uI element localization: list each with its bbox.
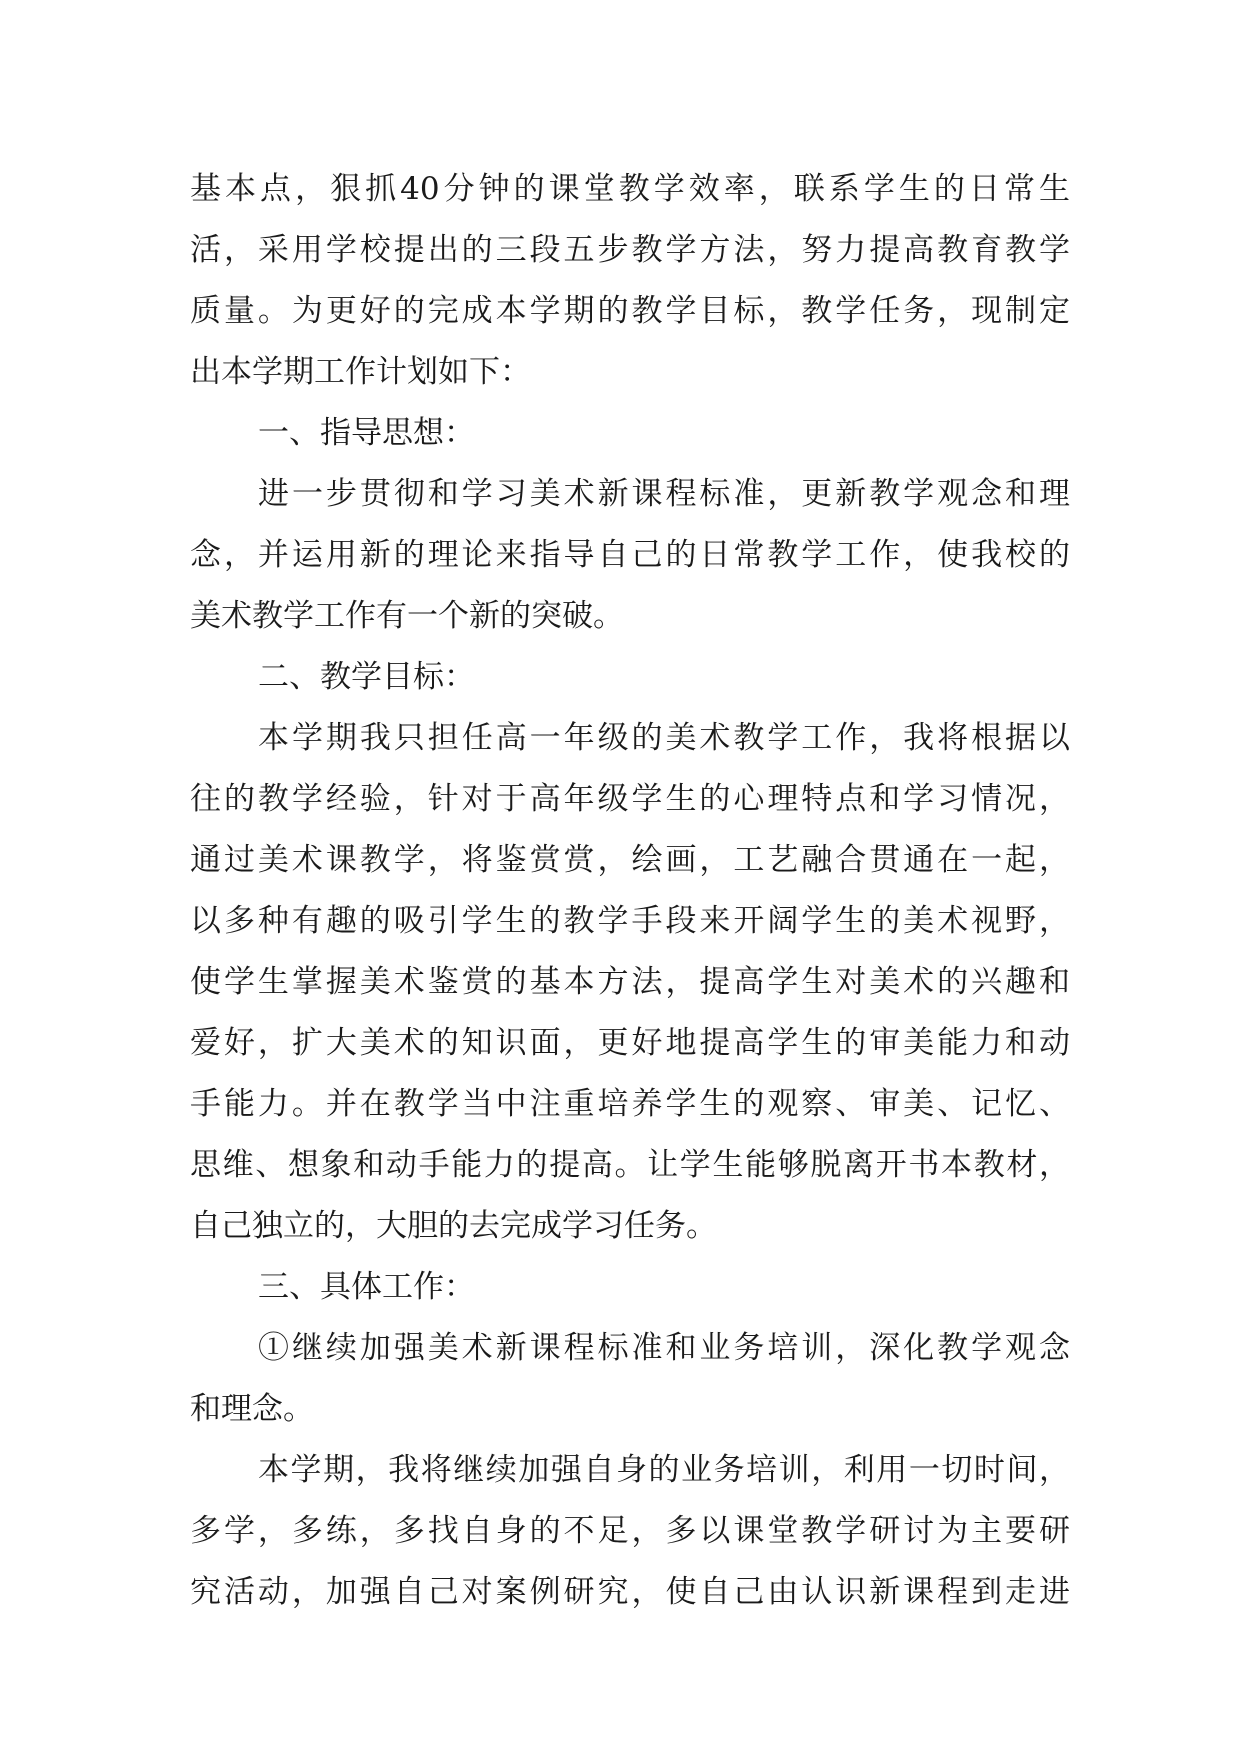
- text-line: 究活动，加强自己对案例研究，使自己由认识新课程到走进: [190, 1574, 1070, 1610]
- text-line: 本学期，我将继续加强自身的业务培训，利用一切时间，: [258, 1452, 1070, 1488]
- text-line: 本学期我只担任高一年级的美术教学工作，我将根据以: [258, 720, 1070, 756]
- text-line: 念，并运用新的理论来指导自己的日常教学工作，使我校的: [190, 537, 1070, 573]
- text-line: 多学，多练，多找自身的不足，多以课堂教学研讨为主要研: [190, 1513, 1070, 1549]
- text-line: 进一步贯彻和学习美术新课程标准，更新教学观念和理: [258, 476, 1070, 512]
- text-line: 一、指导思想：: [258, 415, 475, 451]
- text-line: 以多种有趣的吸引学生的教学手段来开阔学生的美术视野，: [190, 903, 1070, 939]
- text-line: 出本学期工作计划如下：: [190, 354, 531, 390]
- text-line: 二、教学目标：: [258, 659, 475, 695]
- text-line: 三、具体工作：: [258, 1269, 475, 1305]
- text-line: 手能力。并在教学当中注重培养学生的观察、审美、记忆、: [190, 1086, 1070, 1122]
- text-line: 思维、想象和动手能力的提高。让学生能够脱离开书本教材，: [190, 1147, 1070, 1183]
- text-line: 爱好，扩大美术的知识面，更好地提高学生的审美能力和动: [190, 1025, 1070, 1061]
- text-line: 活，采用学校提出的三段五步教学方法，努力提高教育教学: [190, 232, 1070, 268]
- text-line: 美术教学工作有一个新的突破。: [190, 598, 624, 634]
- text-line: 质量。为更好的完成本学期的教学目标，教学任务，现制定: [190, 293, 1070, 329]
- text-line: 和理念。: [190, 1391, 314, 1427]
- text-line: 通过美术课教学，将鉴赏赏，绘画，工艺融合贯通在一起，: [190, 842, 1070, 878]
- text-line: 使学生掌握美术鉴赏的基本方法，提高学生对美术的兴趣和: [190, 964, 1070, 1000]
- document-body: [190, 159, 1070, 1623]
- text-line: 基本点，狠抓40分钟的课堂教学效率，联系学生的日常生: [190, 171, 1070, 207]
- text-line: 自己独立的，大胆的去完成学习任务。: [190, 1208, 717, 1244]
- text-line: ①继续加强美术新课程标准和业务培训，深化教学观念: [258, 1330, 1070, 1366]
- text-line: 往的教学经验，针对于高年级学生的心理特点和学习情况，: [190, 781, 1070, 817]
